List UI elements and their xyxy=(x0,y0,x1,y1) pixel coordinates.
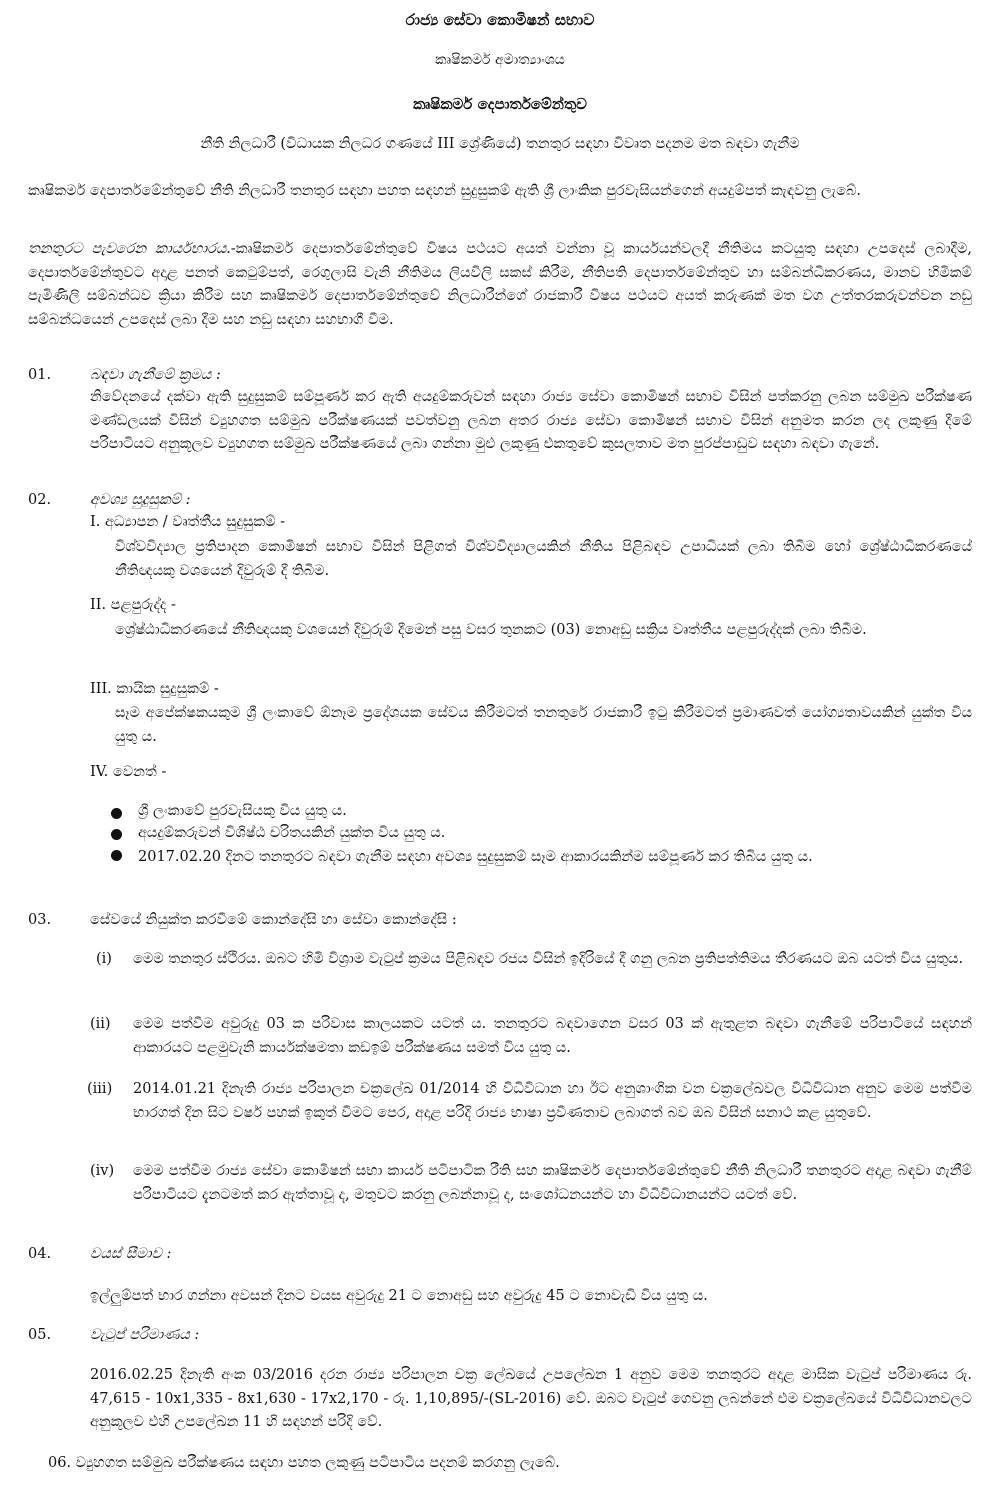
condition-ii-label: (ii) xyxy=(90,1016,111,1032)
section-01-heading: බඳවා ගැනීමේ ක්‍රමය : xyxy=(90,367,221,383)
header-department: කෘෂිකර්ම දෙපාර්තමේන්තුව xyxy=(413,95,587,113)
section-06-text: 06. ව්‍යුහගත සම්මුඛ පරීක්ෂණය සඳහා පහත ලකුණු පටිපාටිය පදනම් කරගනු ලැබේ. xyxy=(48,1455,560,1471)
intro-paragraph: කෘෂිකර්ම දෙපාර්තමේන්තුවේ නීති නිලධාරී තනතුර සඳහා පහත සඳහන් සුදුසුකම් ඇති ශ්‍රී ලාංකික පුරවැසියන්ගෙන් අයදුම්පත් කැඳවනු ලැබේ. xyxy=(28,183,861,199)
qual-i-label: I. අධ්‍යාපන / වෘත්තීය සුදුසුකම් - xyxy=(90,514,286,530)
section-05-text: 2016.02.25 දිනැති අංක 03/2016 දරන රාජ්‍ය පරිපාලන චක්‍ර ලේඛයේ උපලේඛන 1 අනුව මෙම තනතුරට අදාළ මාසික වැටුප් පරිමාණය රු. 47,615 - 10x1,335 - 8x1,630 - 17x2,170 - රු. 1,10,895/-(SL-2016) වේ. ඔබට වැටුප් ගෙවනු ලබන්නේ එම චක්‍රලේඛයේ විධිවිධානවලට අනුකූලව එහි උපලේඛන 11 හි සඳහන් පරිදි වේ. xyxy=(90,1367,972,1430)
section-04-number: 04. xyxy=(28,1246,52,1262)
qual-iii-text: සෑම අපේක්ෂකයකුම ශ්‍රී ලංකාවේ ඕනෑම ප්‍රදේශයක සේවය කිරීමටත් තනතුරේ රාජකාරී ඉටු කිරීමටත් ප්‍රමාණවත් යෝග්‍යතාවයකින් යුක්ත විය යුතු ය. xyxy=(115,705,972,745)
section-02-heading: අවශ්‍ය සුදුසුකම් : xyxy=(90,492,191,508)
section-02-number: 02. xyxy=(28,492,52,508)
condition-iii-text: 2014.01.21 දිනැති රාජ්‍ය පරිපාලන චක්‍රලේඛ 01/2014 හි විධිවිධාන හා ඊට අනුශාංගික වන චක්‍රලේඛවල විධිවිධාන අනුව මෙම පත්වීම භාරගත් දින සිට වර්ෂ පහක් ඉකුත් වීමට පෙර, අදාළ පරිදි රාජ්‍ය භාෂා ප්‍රවීණතාව ලබාගත් බව ඔබ විසින් සනාථ කළ යුතුවේ. xyxy=(133,1081,972,1121)
section-04-heading: වයස් සීමාව : xyxy=(90,1246,172,1262)
bullet-icon xyxy=(111,850,122,861)
section-05-number: 05. xyxy=(28,1327,52,1343)
condition-iii-label: (iii) xyxy=(87,1081,113,1097)
condition-iv-label: (iv) xyxy=(90,1163,115,1179)
qual-ii-label: II. පළපුරුද්ද - xyxy=(90,597,176,613)
condition-i-text: මෙම තනතුර ස්ථිරය. ඔබට හිමි විශ්‍රාම වැටුප් ක්‍රමය පිළිබඳව රජය විසින් ඉදිරියේ දී ගනු ලබන ප්‍රතිපත්තිමය තීරණයට ඔබ යටත් විය යුතුය. xyxy=(133,951,964,967)
qual-i-text: විශ්වවිද්‍යාල ප්‍රතිපාදන කොමිෂන් සභාව විසින් පිළිගත් විශ්වවිද්‍යාලයකින් නීතිය පිළිබඳව උපාධියක් ලබා තිබීම හෝ ශ්‍රේෂ්ඨාධිකරණයේ නීතිඥයකු වශයෙන් දිවුරුම් දී තිබීම. xyxy=(115,539,972,579)
header-ministry: කෘෂිකර්ම අමාත්‍යාංශය xyxy=(435,52,565,68)
qual-iv-label: IV. වෙනත් - xyxy=(90,764,167,780)
section-03-heading: සේවයේ නියුක්ත කරවීමේ කොන්දේසි හා සේවා කොන්දේසි : xyxy=(90,912,457,928)
section-01-number: 01. xyxy=(28,367,52,383)
condition-iv-text: මෙම පත්වීම රාජ්‍ය සේවා කොමිෂන් සභා කාර්ය පටිපාටික රීති සහ කෘෂිකර්ම දෙපාර්තමේන්තුවේ නීති නිලධාරී තනතුරට අදාළ බඳවා ගැනීම් පරිපාටියට දැනටමත් කර ඇත්තාවූ ද, මතුවට කරනු ලබන්නාවූ ද, සංශෝධනයන්ට හා විධිවිධානයන්ට යටත් වේ. xyxy=(133,1163,972,1203)
notice-title: නීති නිලධාරී (විධායක නිලධර ගණයේ III ශ්‍රේණියේ) තනතුර සඳහා විවෘත පදනම මත බඳවා ගැනීම xyxy=(200,136,800,152)
duties-paragraph xyxy=(28,238,972,332)
condition-i-label: (i) xyxy=(96,951,112,967)
bullet-icon xyxy=(111,829,122,840)
section-05-heading: වැටුප් පරිමාණය : xyxy=(90,1327,200,1343)
section-03-number: 03. xyxy=(28,912,52,928)
bullet-item-3: 2017.02.20 දිනට තනතුරට බඳවා ගැනීම සඳහා අවශ්‍ය සුදුසුකම් සෑම ආකාරයකින්ම සම්පූර්ණ කර තිබිය යුතු ය. xyxy=(138,849,813,865)
duties-lead: තනතුරට පැවරෙන කාර්යභාරය.- xyxy=(28,241,236,257)
qual-ii-text: ශ්‍රේෂ්ඨාධිකරණයේ නීතිඥයකු වශයෙන් දිවුරුම් දීමෙන් පසු වසර තුනකට (03) නොඅඩු සක්‍රිය වෘත්තීය පළපුරුද්දක් ලබා තිබීම. xyxy=(115,622,867,638)
header-commission: රාජ්‍ය සේවා කොමිෂන් සභාව xyxy=(405,10,595,29)
bullet-icon xyxy=(111,808,122,819)
condition-ii-text: මෙම පත්වීම අවුරුදු 03 ක පරිවාස කාලයකට යටත් ය. තනතුරට බඳවාගෙන වසර 03 ක් ඇතුළත බඳවා ගැනීමේ පරිපාටියේ සඳහන් ආකාරයට පළමුවැනි කාර්යක්ෂමතා කඩඉම් පරීක්ෂණය සමත් විය යුතු ය. xyxy=(133,1016,972,1056)
qual-iii-label: III. කායික සුදුසුකම් - xyxy=(90,681,219,697)
section-04-text: ඉල්ලුම්පත් භාර ගන්නා අවසන් දිනට වයස අවුරුදු 21 ට නොඅඩු සහ අවුරුදු 45 ට නොවැඩි විය යුතු ය. xyxy=(90,1288,708,1304)
section-01-text: නිවේදනයේ දක්වා ඇති සුදුසුකම් සම්පූර්ණ කර ඇති අයදුම්කරුවන් සඳහා රාජ්‍ය සේවා කොමිෂන් සභාව විසින් පත්කරනු ලබන සම්මුඛ පරීක්ෂණ මණ්ඩලයක් විසින් ව්‍යුහගත සම්මුඛ පරීක්ෂණයක් පවත්වනු ලබන අතර රාජ්‍ය සේවා කොමිෂන් සභාව විසින් අනුමත කරන ලද ලකුණු දීමේ පරිපාටියට අනුකූලව ව්‍යුහගත සම්මුඛ පරීක්ෂණයේ ලබා ගන්නා මුළු ලකුණු එකතුවේ කුසලතාව මත පුරප්පාඩුව සඳහා බඳවා ගැනේ. xyxy=(90,389,972,452)
duties-text: කෘෂිකර්ම දෙපාර්තමේන්තුවේ විෂය පථයට අයත් වන්නා වූ කාර්යයන්වලදී නීතිමය කටයුතු සඳහා උපදෙස් ලබාදීම, දෙපාර්තමේන්තුවට අදාළ පනත් කෙටුම්පත්, රෙගුලාසි වැනි නීතිමය ලියවිලි සකස් කිරීම, නීතිපති දෙපාර්තමේන්තුව හා සම්බන්ධීකරණය, මානව හිමිකම් පැමිණිලි සම්බන්ධව ක්‍රියා කිරීම සහ කෘෂිකර්ම දෙපාර්තමේන්තුවේ නිලධාරීන්ගේ රාජකාරී විෂය පථයට අයත් කරුණක් මත වග උත්තරකරුවන්වන නඩු සම්බන්ධයෙන් උපදෙස් ලබා දීම සහ නඩු සඳහා සහභාගී වීම. xyxy=(28,241,972,328)
bullet-item-1: ශ්‍රී ලංකාවේ පුරවැසියකු විය යුතු ය. xyxy=(138,803,347,819)
bullet-item-2: අයදුම්කරුවන් විශිෂ්ඨ චරිතයකින් යුක්ත විය යුතු ය. xyxy=(138,825,446,841)
